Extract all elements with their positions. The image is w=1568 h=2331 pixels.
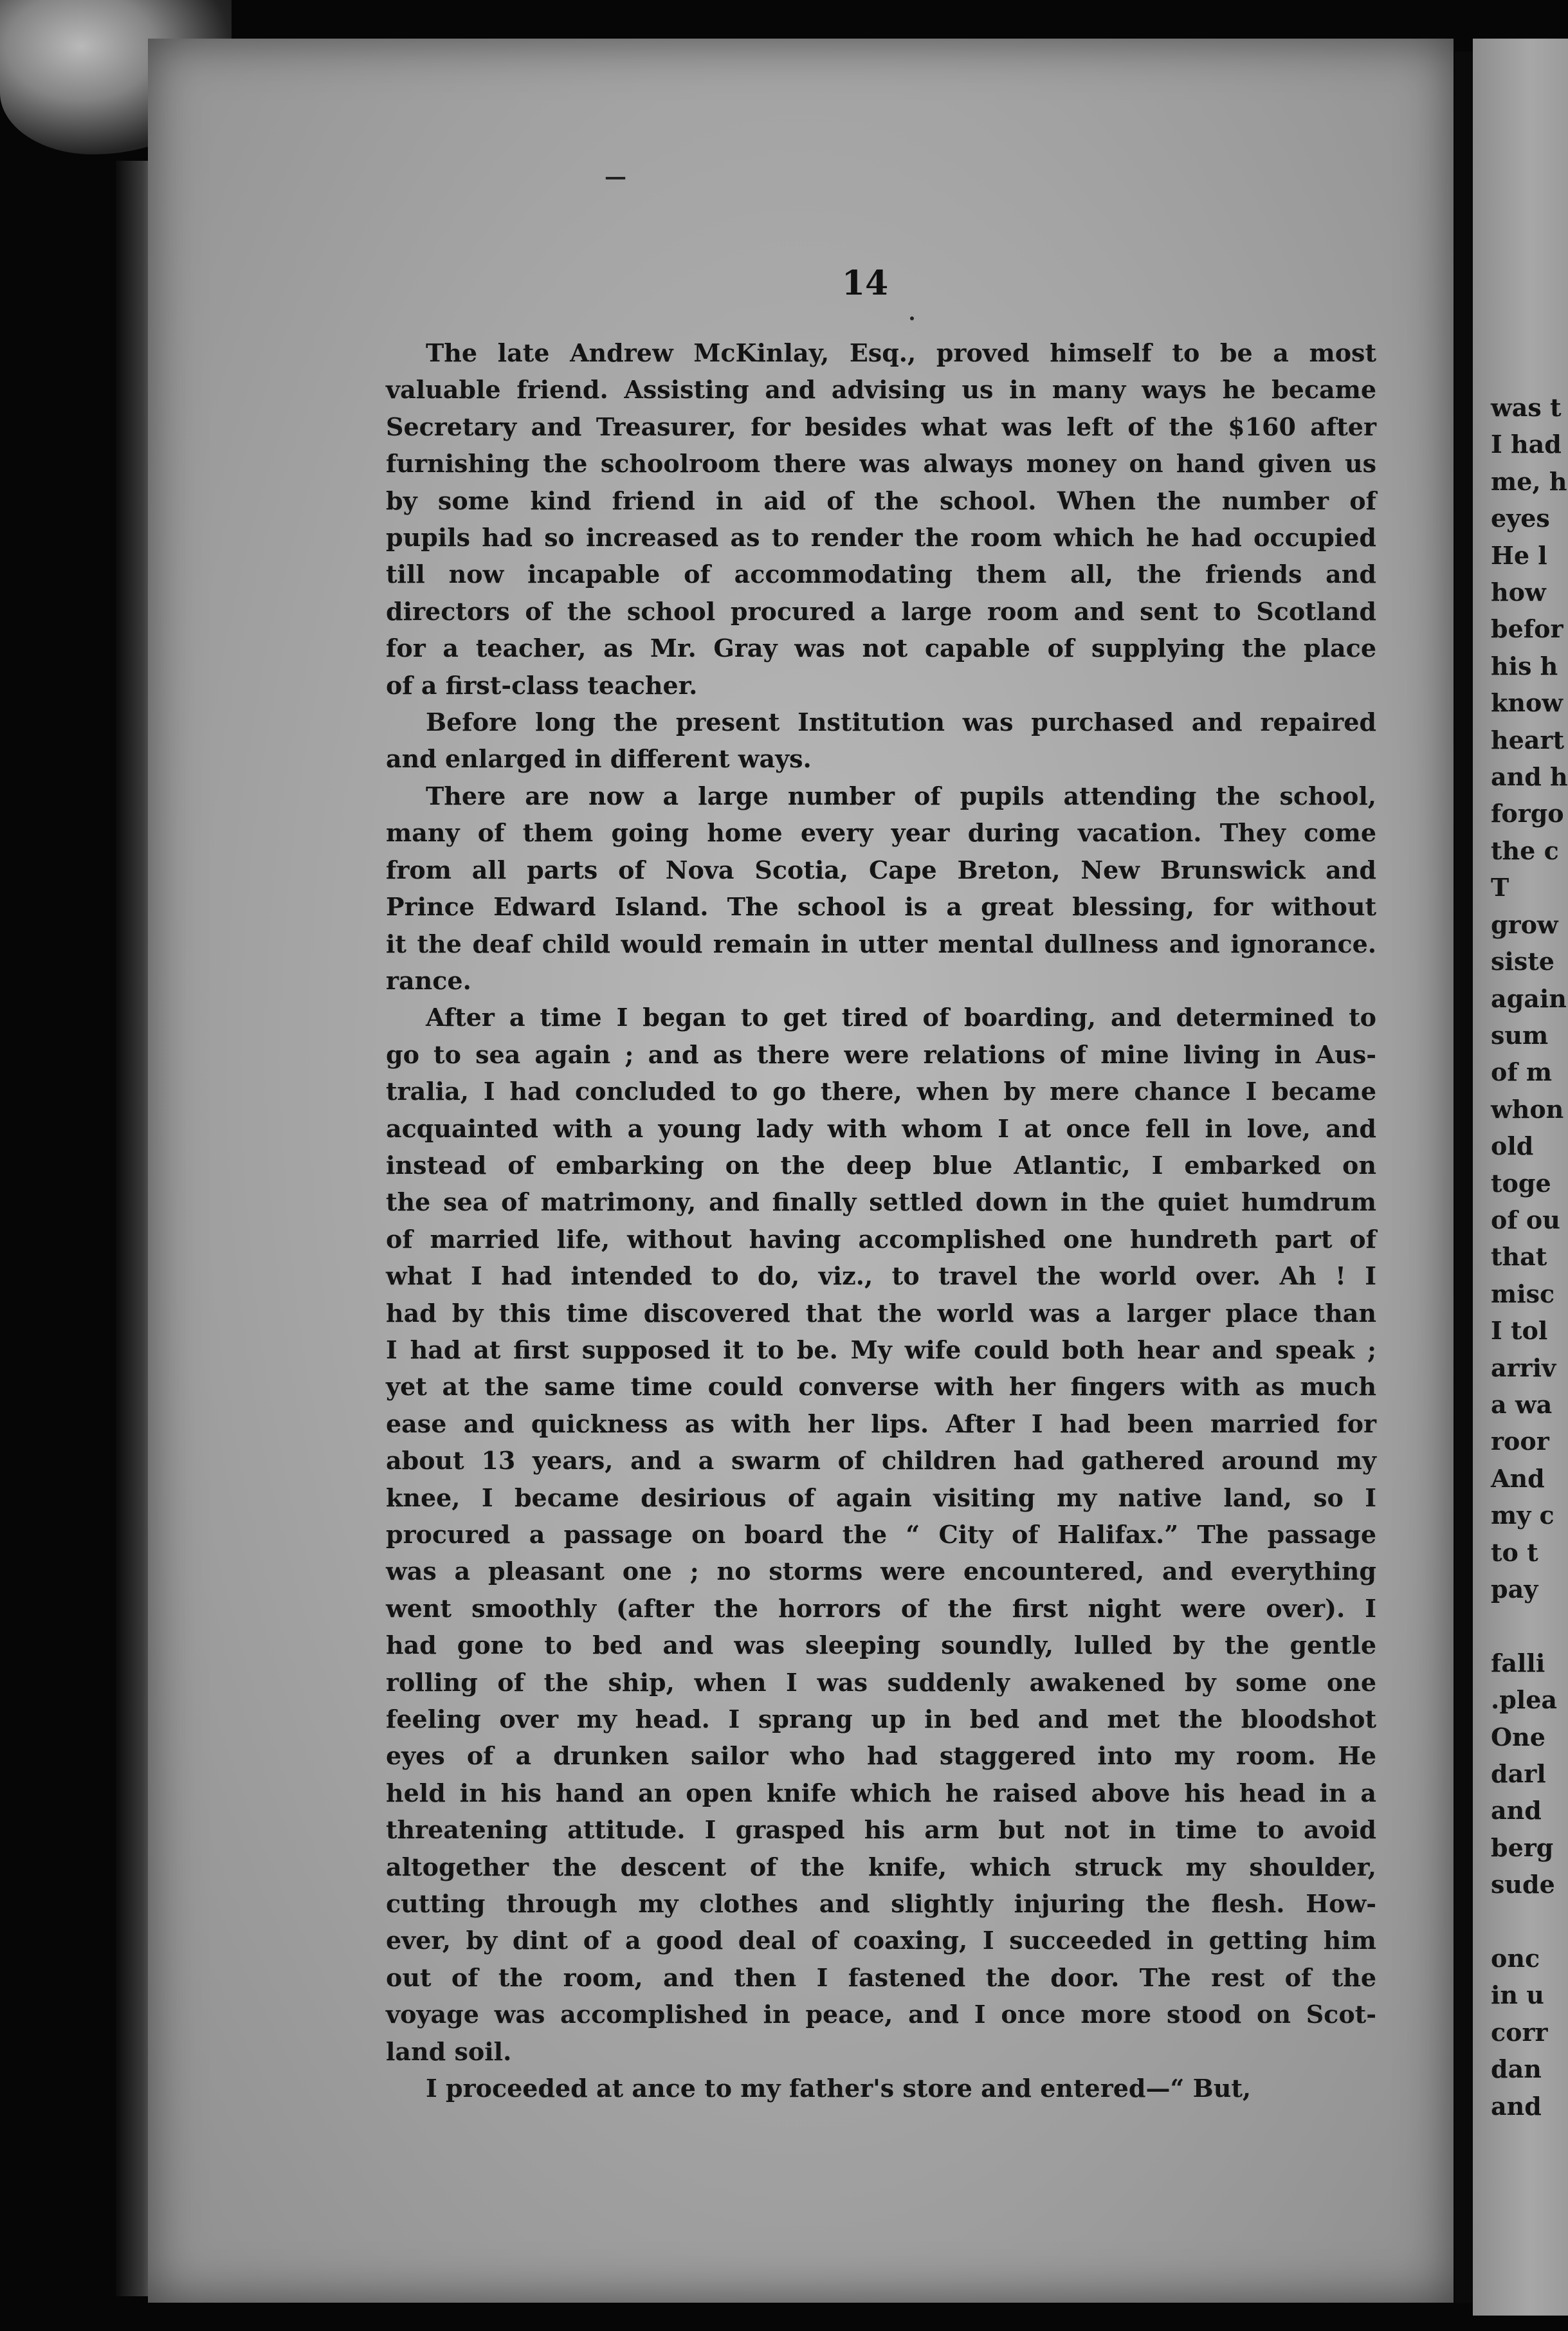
next-page-fragment: that — [1491, 1242, 1547, 1272]
next-page-fragment: siste — [1491, 947, 1554, 976]
text-line: Secretary and Treasurer, for besides what was left of the $160 after — [386, 412, 1376, 441]
next-page-fragment: eyes — [1491, 504, 1550, 533]
next-page-fragment: I tol — [1491, 1316, 1548, 1346]
next-page-fragment: his h — [1491, 651, 1558, 681]
next-page-fragment: corr — [1491, 2017, 1548, 2047]
text-line: rance. — [386, 965, 471, 995]
text-line: from all parts of Nova Scotia, Cape Breton, New Brunswick and — [386, 855, 1376, 884]
paragraph — [386, 334, 1376, 704]
text-line: out of the room, and then I fastened the door. The rest of the — [386, 1962, 1376, 1992]
text-line: The late Andrew McKinlay, Esq., proved himself to be a most — [426, 338, 1376, 367]
text-line: feeling over my head. I sprang up in bed and met the bloodshot — [386, 1705, 1376, 1734]
page-number: 14 — [841, 264, 889, 303]
next-page-text-fragments — [1491, 389, 1568, 2125]
next-page-fragment: and — [1491, 2091, 1542, 2121]
text-line: yet at the same time could converse with her fingers with as much — [386, 1372, 1376, 1402]
next-page-fragment: again — [1491, 983, 1567, 1013]
next-page-fragment: sum — [1491, 1020, 1549, 1050]
text-line: had gone to bed and was sleeping soundly, lulled by the gentle — [386, 1631, 1376, 1660]
text-line: it the deaf child would remain in utter mental dullness and ignorance. — [386, 929, 1376, 958]
text-line: ease and quickness as with her lips. After I had been married for — [386, 1409, 1376, 1438]
paragraph — [386, 778, 1376, 999]
next-page-fragment: forgo — [1491, 799, 1564, 828]
next-page-fragment: berg — [1491, 1833, 1554, 1862]
next-page-fragment: a wa — [1491, 1389, 1553, 1419]
next-page-fragment: dan — [1491, 2054, 1542, 2084]
next-page-fragment: in u — [1491, 1980, 1544, 2010]
next-page-fragment: the c — [1491, 836, 1559, 865]
text-line: what I had intended to do, viz., to travel the world over. Ah ! I — [386, 1261, 1376, 1291]
text-line: ever, by dint of a good deal of coaxing, I succeeded in getting him — [386, 1926, 1376, 1955]
next-page-fragment: whon — [1491, 1094, 1564, 1124]
text-line: valuable friend. Assisting and advising us in many ways he became — [386, 375, 1376, 405]
next-page-edge — [1473, 39, 1568, 2316]
text-line: altogether the descent of the knife, which struck my shoulder, — [386, 1852, 1376, 1881]
text-line: voyage was accomplished in peace, and I once more stood on Scot- — [386, 2000, 1376, 2029]
next-page-fragment: old — [1491, 1131, 1534, 1161]
page-body-text — [386, 334, 1376, 2107]
text-line: furnishing the schoolroom there was always money on hand given us — [386, 449, 1376, 479]
ink-speck — [910, 316, 914, 320]
next-page-fragment: of m — [1491, 1057, 1553, 1087]
next-page-fragment: And — [1491, 1463, 1545, 1493]
next-page-fragment: was t — [1491, 393, 1562, 422]
text-line: Prince Edward Island. The school is a great blessing, for without — [386, 892, 1376, 922]
next-page-fragment: know — [1491, 688, 1563, 718]
text-line: tralia, I had concluded to go there, when by mere chance I became — [386, 1077, 1376, 1106]
next-page-fragment — [1491, 1607, 1568, 1644]
text-line: eyes of a drunken sailor who had staggered into my room. He — [386, 1741, 1376, 1771]
text-line: acquainted with a young lady with whom I at once fell in love, and — [386, 1113, 1376, 1143]
text-line: directors of the school procured a large room and sent to Scotland — [386, 596, 1376, 626]
next-page-fragment: befor — [1491, 614, 1563, 644]
text-line: held in his hand an open knife which he raised above his head in a — [386, 1778, 1376, 1807]
text-line: There are now a large number of pupils attending the school, — [426, 781, 1376, 810]
next-page-fragment: I had — [1491, 430, 1562, 459]
text-line: procured a passage on board the “ City of Halifax.” The passage — [386, 1520, 1376, 1549]
next-page-fragment: and h — [1491, 762, 1568, 792]
text-line: till now incapable of accommodating them all, the friends and — [386, 560, 1376, 589]
next-page-fragment: my c — [1491, 1501, 1554, 1530]
next-page-fragment: onc — [1491, 1944, 1540, 1973]
next-page-fragment: toge — [1491, 1168, 1551, 1198]
text-line: by some kind friend in aid of the school. When the number of — [386, 486, 1376, 515]
text-line: rolling of the ship, when I was suddenly awakened by some one — [386, 1667, 1376, 1697]
text-line: of married life, without having accomplished one hundreth part of — [386, 1224, 1376, 1254]
text-line: the sea of matrimony, and finally settled down in the quiet humdrum — [386, 1187, 1376, 1217]
next-page-fragment: and — [1491, 1796, 1542, 1825]
text-line: Before long the present Institution was purchased and repaired — [426, 708, 1376, 737]
next-page-fragment: arriv — [1491, 1353, 1556, 1382]
next-page-fragment: of ou — [1491, 1205, 1560, 1234]
text-line: land soil. — [386, 2036, 512, 2066]
next-page-fragment: roor — [1491, 1427, 1549, 1456]
next-page-fragment: T — [1491, 873, 1509, 902]
next-page-fragment: falli — [1491, 1648, 1545, 1677]
text-line: went smoothly (after the horrors of the first night were over). I — [386, 1593, 1376, 1623]
text-line: knee, I became desirious of again visiting my native land, so I — [386, 1483, 1376, 1512]
text-line: many of them going home every year during vacation. They come — [386, 818, 1376, 848]
text-line: instead of embarking on the deep blue Atlantic, I embarked on — [386, 1150, 1376, 1180]
text-line: of a first-class teacher. — [386, 670, 698, 700]
text-line: cutting through my clothes and slightly injuring the flesh. How- — [386, 1889, 1376, 1919]
page-gutter — [1455, 51, 1473, 2303]
next-page-fragment: He l — [1491, 540, 1547, 570]
text-line: about 13 years, and a swarm of children had gathered around my — [386, 1446, 1376, 1476]
next-page-fragment: sude — [1491, 1870, 1555, 1899]
next-page-fragment: grow — [1491, 910, 1558, 939]
text-line: and enlarged in different ways. — [386, 744, 812, 774]
ink-dash-mark: — — [605, 164, 626, 190]
text-line: was a pleasant one ; no storms were encountered, and everything — [386, 1557, 1376, 1586]
next-page-fragment: to t — [1491, 1537, 1538, 1567]
text-line: I proceeded at ance to my father's store and entered—“ But, — [426, 2074, 1252, 2103]
text-line: threatening attitude. I grasped his arm but not in time to avoid — [386, 1815, 1376, 1845]
next-page-fragment: misc — [1491, 1279, 1555, 1308]
text-line: go to sea again ; and as there were relations of mine living in Aus- — [386, 1039, 1376, 1069]
next-page-fragment: me, h — [1491, 466, 1567, 496]
paragraph — [386, 999, 1376, 2070]
text-line: had by this time discovered that the world was a larger place than — [386, 1298, 1376, 1328]
next-page-fragment: how — [1491, 578, 1546, 607]
paragraph — [386, 2070, 1376, 2107]
text-line: After a time I began to get tired of boarding, and determined to — [426, 1003, 1376, 1032]
next-page-fragment — [1491, 1903, 1568, 1940]
next-page-fragment: .plea — [1491, 1685, 1558, 1715]
next-page-fragment: darl — [1491, 1759, 1546, 1789]
paragraph — [386, 704, 1376, 778]
text-line: for a teacher, as Mr. Gray was not capable of supplying the place — [386, 634, 1376, 663]
next-page-fragment: pay — [1491, 1575, 1538, 1604]
next-page-fragment: One — [1491, 1722, 1545, 1751]
text-line: I had at first supposed it to be. My wife could both hear and speak ; — [386, 1335, 1376, 1364]
next-page-fragment: heart — [1491, 725, 1564, 754]
text-line: pupils had so increased as to render the room which he had occupied — [386, 523, 1376, 553]
